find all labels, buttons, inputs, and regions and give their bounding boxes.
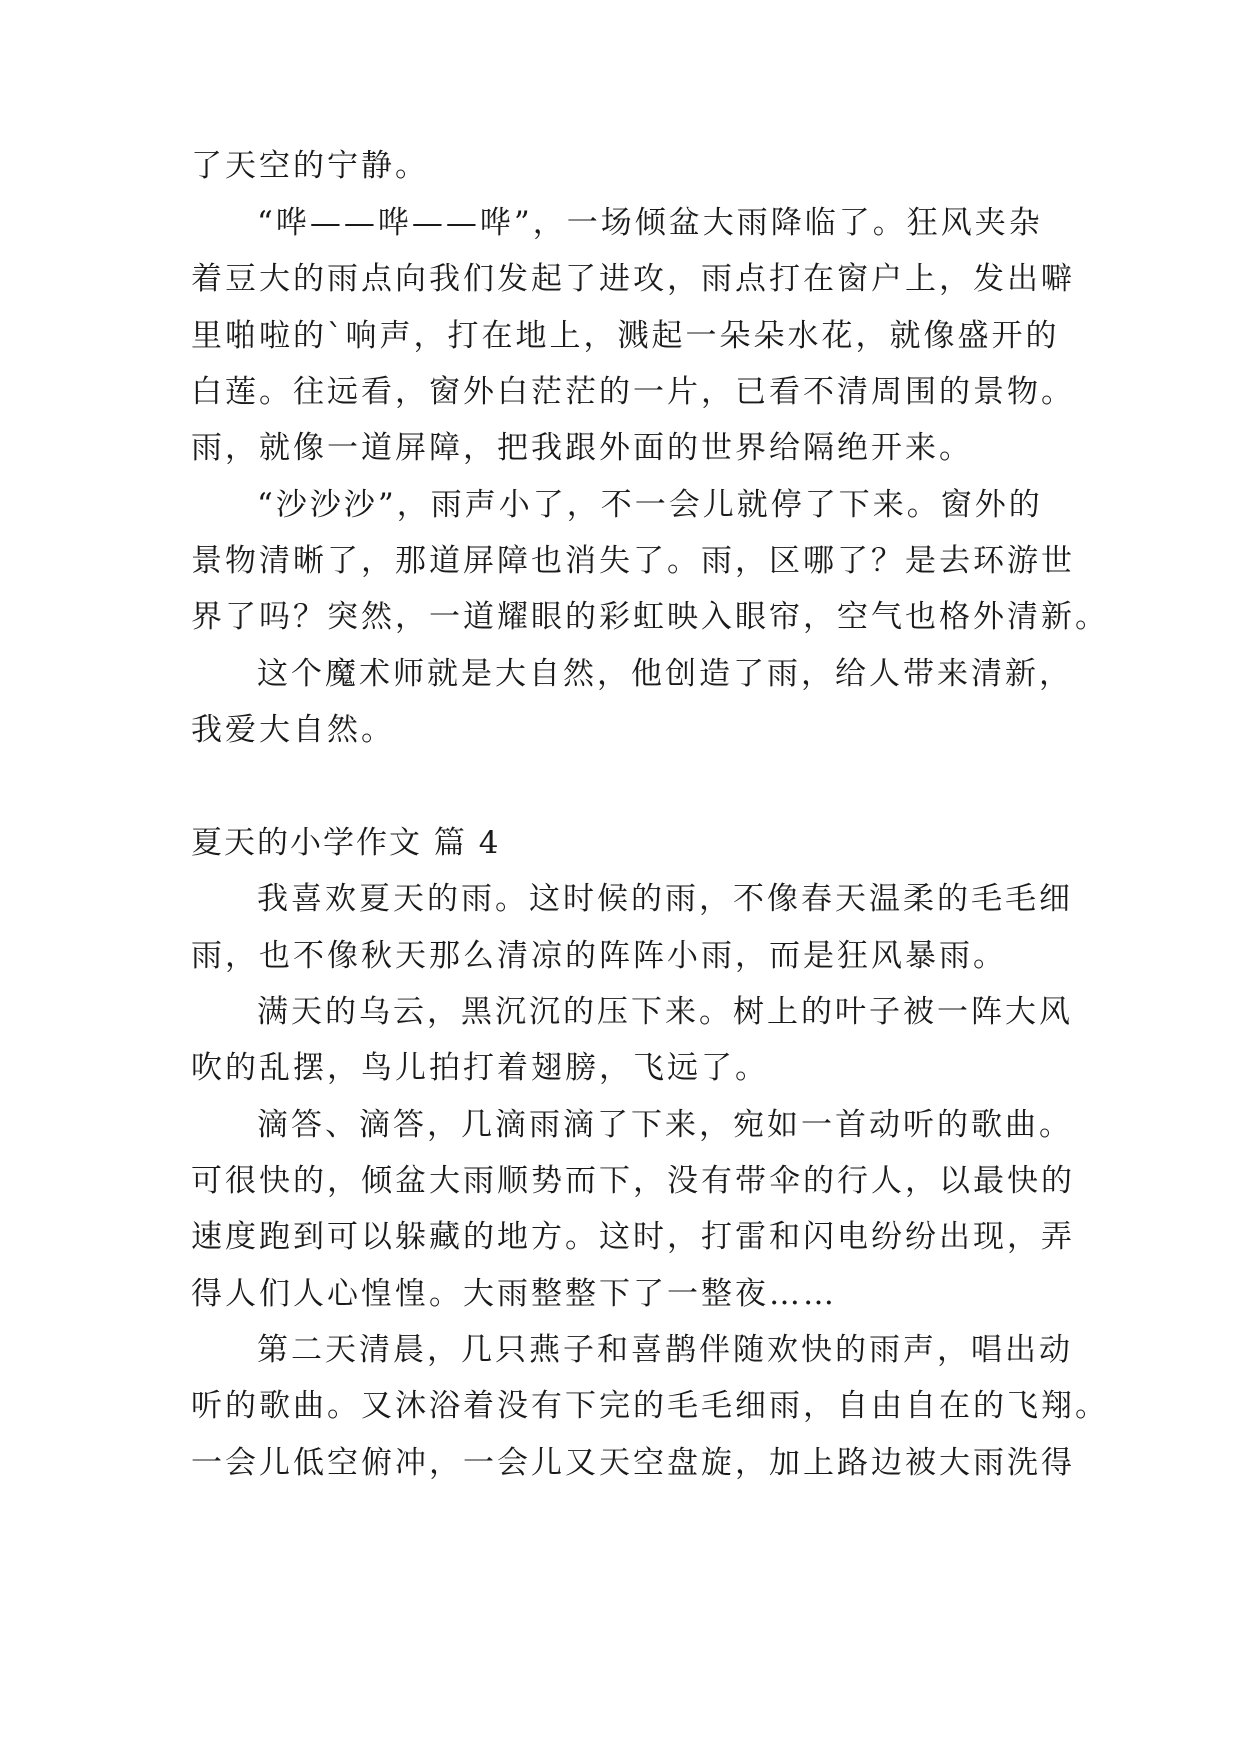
section-heading: 夏天的小学作文 篇 4 xyxy=(191,825,501,861)
text-line: 可很快的，倾盆大雨顺势而下，没有带伞的行人，以最快的 xyxy=(191,1163,1075,1199)
text-line: 白莲。往远看，窗外白茫茫的一片，已看不清周围的景物。 xyxy=(191,374,1075,410)
text-line: 滴答、滴答，几滴雨滴了下来，宛如一首动听的歌曲。 xyxy=(257,1107,1073,1143)
text-line: 满天的乌云，黑沉沉的压下来。树上的叶子被一阵大风 xyxy=(257,994,1073,1030)
text-line: 我喜欢夏天的雨。这时候的雨，不像春天温柔的毛毛细 xyxy=(257,881,1073,917)
text-line: 里啪啦的`响声，打在地上，溅起一朵朵水花，就像盛开的 xyxy=(191,318,1060,354)
text-line: 着豆大的雨点向我们发起了进攻，雨点打在窗户上，发出噼 xyxy=(191,261,1075,297)
text-line: “哗——哗——哗”，一场倾盆大雨降临了。狂风夹杂 xyxy=(257,205,1043,241)
text-line: 雨，也不像秋天那么清凉的阵阵小雨，而是狂风暴雨。 xyxy=(191,938,1007,974)
text-line: 听的歌曲。又沐浴着没有下完的毛毛细雨，自由自在的飞翔。 xyxy=(191,1388,1109,1424)
text-line: 一会儿低空俯冲，一会儿又天空盘旋，加上路边被大雨洗得 xyxy=(191,1445,1075,1481)
text-line: 第二天清晨，几只燕子和喜鹊伴随欢快的雨声，唱出动 xyxy=(257,1332,1073,1368)
text-line: “沙沙沙”，雨声小了，不一会儿就停了下来。窗外的 xyxy=(257,487,1043,523)
text-line: 速度跑到可以躲藏的地方。这时，打雷和闪电纷纷出现，弄 xyxy=(191,1219,1075,1255)
text-line: 这个魔术师就是大自然，他创造了雨，给人带来清新， xyxy=(257,656,1073,692)
text-line: 得人们人心惶惶。大雨整整下了一整夜…… xyxy=(191,1276,837,1312)
text-line: 界了吗？突然，一道耀眼的彩虹映入眼帘，空气也格外清新。 xyxy=(191,599,1109,635)
text-line: 雨，就像一道屏障，把我跟外面的世界给隔绝开来。 xyxy=(191,430,973,466)
text-line: 我爱大自然。 xyxy=(191,712,395,748)
text-line: 吹的乱摆，鸟儿拍打着翅膀，飞远了。 xyxy=(191,1050,769,1086)
text-line: 景物清晰了，那道屏障也消失了。雨，区哪了？是去环游世 xyxy=(191,543,1075,579)
text-line: 了天空的宁静。 xyxy=(191,148,429,184)
